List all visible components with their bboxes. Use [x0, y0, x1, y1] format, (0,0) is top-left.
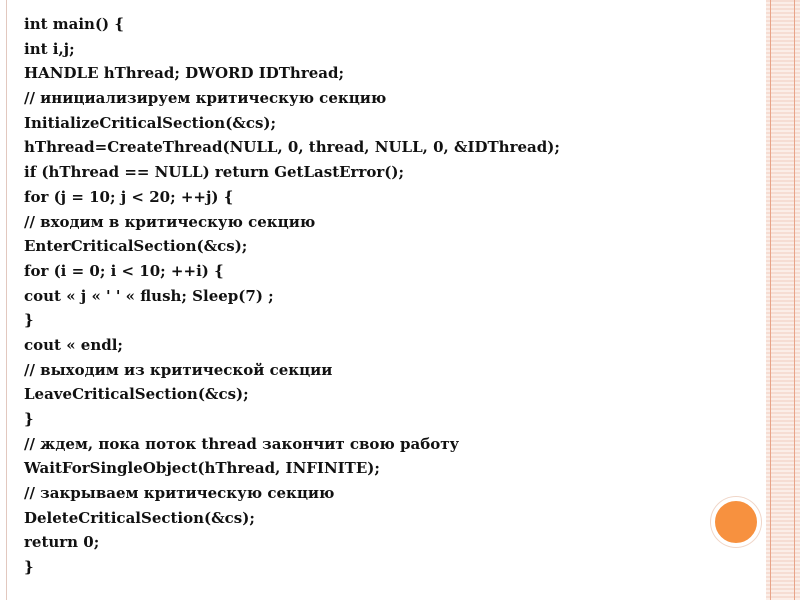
orange-circle-decoration: [711, 497, 761, 547]
code-line: }: [24, 410, 34, 428]
code-line: for (j = 10; j < 20; ++j) {: [24, 187, 234, 206]
code-comment-line: // ждем, пока поток thread закончит свою работу: [24, 434, 460, 453]
code-line: }: [24, 311, 34, 330]
code-line: EnterCriticalSection(&cs);: [24, 237, 248, 256]
code-block: [24, 12, 704, 580]
code-comment-line: // выходим из критической секции: [24, 360, 333, 379]
code-line: int i,j;: [24, 39, 75, 58]
code-line: return 0;: [24, 533, 100, 552]
code-line: int main() {: [24, 15, 125, 33]
code-line: cout « j « ' ' « flush; Sleep(7) ;: [24, 286, 274, 305]
code-line: DeleteCriticalSection(&cs);: [24, 508, 255, 527]
code-comment-line: // закрываем критическую секцию: [24, 484, 335, 503]
code-comment-line: // инициализируем критическую секцию: [24, 89, 387, 108]
right-band-outer-line: [794, 0, 795, 600]
code-line: LeaveCriticalSection(&cs);: [24, 385, 249, 404]
code-line: InitializeCriticalSection(&cs);: [24, 113, 277, 132]
code-line: HANDLE hThread; DWORD IDThread;: [24, 64, 345, 83]
code-comment-line: // входим в критическую секцию: [24, 212, 316, 231]
code-line: if (hThread == NULL) return GetLastError();: [24, 163, 404, 182]
code-line: }: [24, 558, 34, 577]
code-line: WaitForSingleObject(hThread, INFINITE);: [24, 459, 380, 478]
left-frame-line: [6, 0, 7, 600]
code-line: for (i = 0; i < 10; ++i) {: [24, 261, 224, 280]
code-line: hThread=CreateThread(NULL, 0, thread, NULL, 0, &IDThread);: [24, 138, 560, 157]
right-band-inner-line: [770, 0, 771, 600]
code-line: cout « endl;: [24, 335, 123, 354]
